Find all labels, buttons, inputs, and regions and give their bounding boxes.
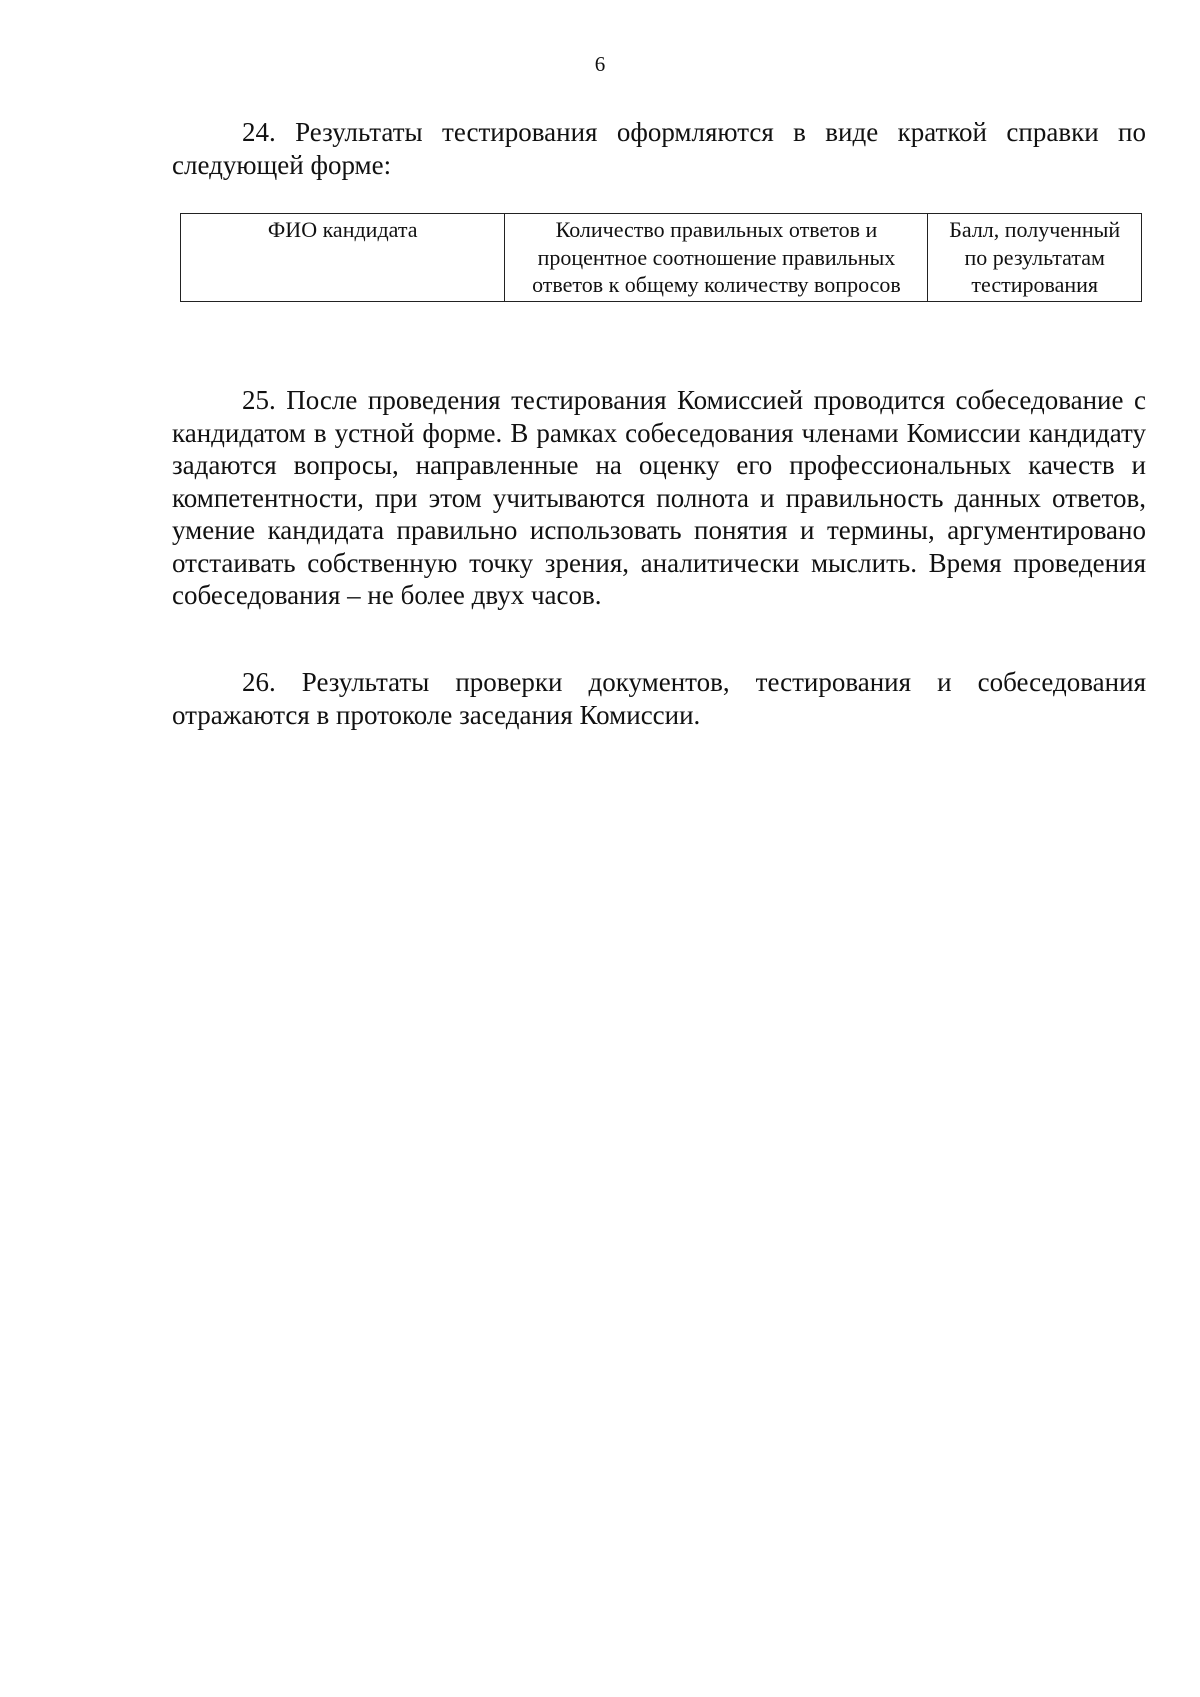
header-cell-score: Балл, полученный по результатам тестирования xyxy=(928,214,1142,302)
summary-form-table xyxy=(180,213,1142,302)
paragraph-24: 24. Результаты тестирования оформляются в виде краткой справки по следующей форме: xyxy=(172,117,1146,180)
table-header-row xyxy=(181,214,1142,302)
header-cell-correct-answers: Количество правильных ответов и процентное соотношение правильных ответов к общему количеству вопросов xyxy=(505,214,928,302)
page-number: 6 xyxy=(594,52,606,76)
paragraph-25: 25. После проведения тестирования Комиссией проводится собеседование с кандидатом в устной форме. В рамках собеседования членами Комиссии кандидату задаются вопросы, направленные на оценку его профессиональных качеств и компетентности, при этом учитываются полнота и правильность данных ответов, умение кандидата правильно использовать понятия и термины, аргументировано отстаивать собственную точку зрения, аналитически мыслить. Время проведения собеседования – не более двух часов. xyxy=(172,385,1146,610)
header-cell-candidate-name: ФИО кандидата xyxy=(181,214,505,302)
paragraph-26: 26. Результаты проверки документов, тестирования и собеседования отражаются в протоколе заседания Комиссии. xyxy=(172,667,1146,730)
